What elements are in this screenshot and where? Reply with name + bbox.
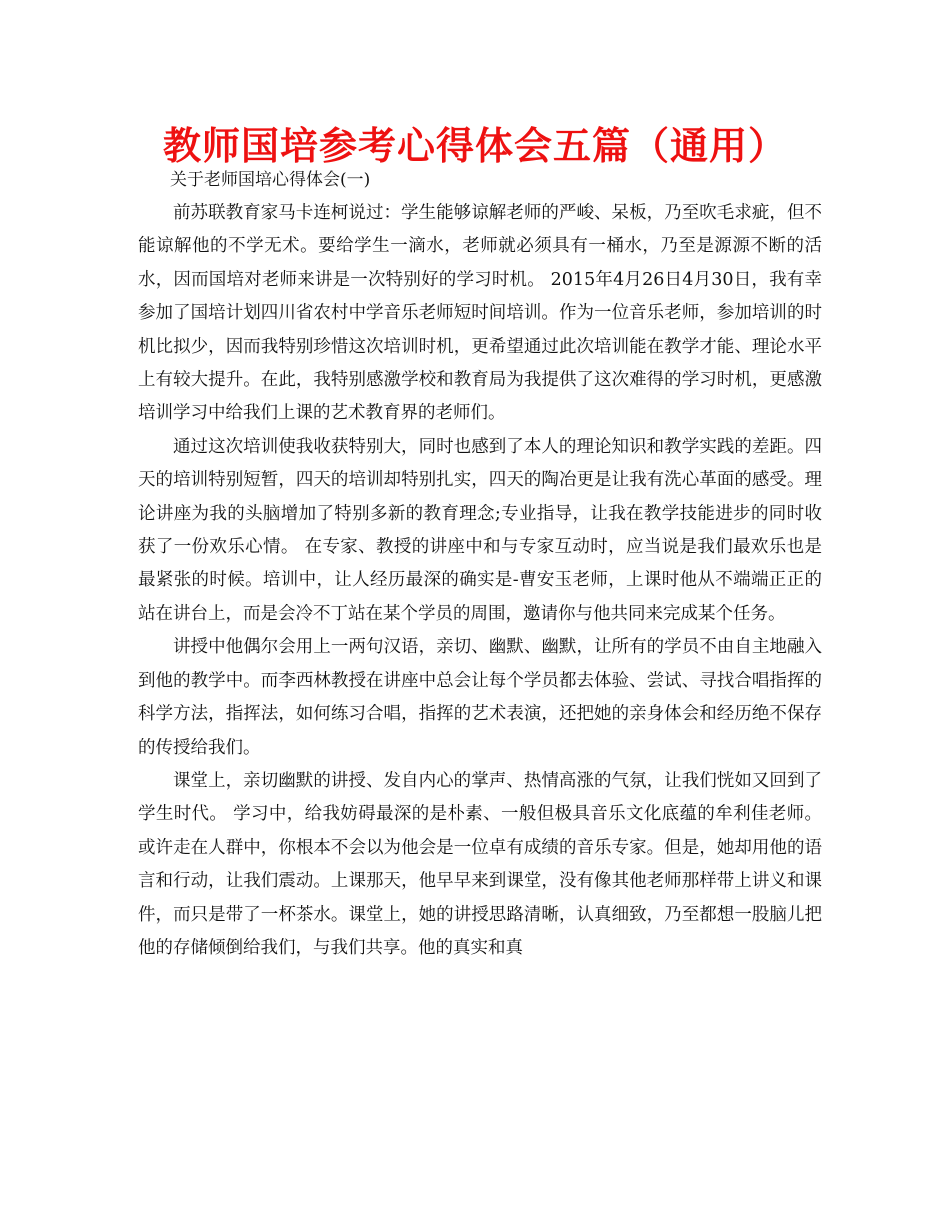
document-title: 教师国培参考心得体会五篇（通用） [162, 124, 787, 168]
paragraph-2: 通过这次培训使我收获特别大，同时也感到了本人的理论知识和教学实践的差距。四天的培训特别短暂，四天的培训却特别扎实，四天的陶冶更是让我有洗心革面的感受。理论讲座为我的头脑增加了特别多新的教育理念;专业指导，让我在教学技能进步的同时收获了一份欢乐心情。 在专家、教授的讲座中和与专家互动时，应当说是我们最欢乐也是最紧张的时候。培训中，让人经历最深的确实是-曹安玉老师，上课时他从不端端正正的站在讲台上，而是会冷不丁站在某个学员的周围，邀请你与他共同来完成某个任务。 [138, 436, 822, 624]
section-heading: 关于老师国培心得体会(一) [170, 170, 371, 190]
paragraph-3: 讲授中他偶尔会用上一两句汉语，亲切、幽默、幽默，让所有的学员不由自主地融入到他的教学中。而李西林教授在讲座中总会让每个学员都去体验、尝试、寻找合唱指挥的科学方法，指挥法，如何练习合唱，指挥的艺术表演，还把她的亲身体会和经历绝不保存的传授给我们。 [138, 637, 822, 758]
paragraph-1: 前苏联教育家马卡连柯说过：学生能够谅解老师的严峻、呆板，乃至吹毛求疵，但不能谅解他的不学无术。要给学生一滴水，老师就必须具有一桶水，乃至是源源不断的活水，因而国培对老师来讲是一次特别好的学习时机。 2015年4月26日4月30日，我有幸参加了国培计划四川省农村中学音乐老师短时间培训。作为一位音乐老师，参加培训的时机比拟少，因而我特别珍惜这次培训时机，更希望通过此次培训能在教学才能、理论水平上有较大提升。在此，我特别感激学校和教育局为我提供了这次难得的学习时机，更感激培训学习中给我们上课的艺术教育界的老师们。 [138, 203, 822, 424]
paragraph-4: 课堂上，亲切幽默的讲授、发自内心的掌声、热情高涨的气氛，让我们恍如又回到了学生时代。 学习中，给我妨碍最深的是朴素、一般但极具音乐文化底蕴的牟利佳老师。或许走在人群中，你根本不会以为他会是一位卓有成绩的音乐专家。但是，她却用他的语言和行动，让我们震动。上课那天，他早早来到课堂，没有像其他老师那样带上讲义和课件，而只是带了一杯茶水。课堂上，她的讲授思路清晰，认真细致，乃至都想一股脑儿把他的存储倾倒给我们，与我们共享。他的真实和真 [138, 770, 822, 958]
document-body [138, 197, 822, 965]
